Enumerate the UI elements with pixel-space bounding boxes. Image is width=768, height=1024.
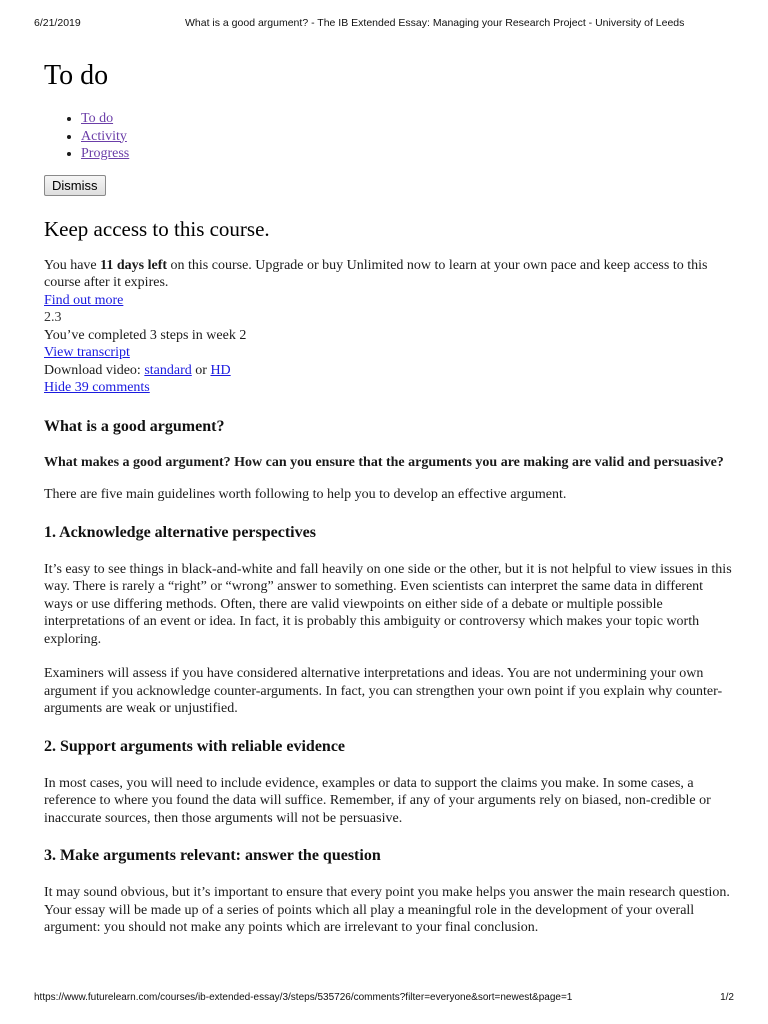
download-video-row bbox=[44, 362, 734, 380]
main-content bbox=[44, 56, 734, 937]
upgrade-notice bbox=[44, 257, 734, 292]
nav-link-progress[interactable]: Progress bbox=[81, 146, 130, 161]
article-title: What is a good argument? bbox=[44, 417, 225, 435]
section-paragraph: It may sound obvious, but it’s important to ensure that every point you make helps you answer the main research question. Your essay will be made up of a series of points which all play a meaningful role in the development of your overall argument: you should not make any points which are irrelevant to your final conclusion. bbox=[44, 885, 730, 935]
print-page-number: 1/2 bbox=[720, 992, 734, 1003]
find-out-more-link[interactable]: Find out more bbox=[44, 292, 124, 308]
nav-link-activity[interactable]: Activity bbox=[81, 128, 127, 144]
print-page-title: What is a good argument? - The IB Extended Essay: Managing your Research Project - University of Leeds bbox=[185, 17, 685, 29]
print-footer bbox=[34, 992, 734, 1006]
nav-item-activity bbox=[81, 128, 734, 146]
nav-link-todo[interactable]: To do bbox=[81, 111, 114, 126]
download-hd-link[interactable]: HD bbox=[210, 362, 231, 378]
upgrade-text-before: You have bbox=[44, 257, 101, 273]
upgrade-text-after: on this course. Upgrade or buy Unlimited now to learn at your own pace and keep access to this course after it expires. bbox=[44, 257, 708, 290]
print-date: 6/21/2019 bbox=[34, 17, 81, 29]
print-url: https://www.futurelearn.com/courses/ib-extended-essay/3/steps/535726/comments?filter=everyone&sort=newest&page=1 bbox=[34, 992, 573, 1003]
download-standard-link[interactable]: standard bbox=[144, 362, 192, 378]
article-lead: What makes a good argument? How can you ensure that the arguments you are making are valid and persuasive? bbox=[44, 454, 724, 470]
course-nav bbox=[44, 110, 734, 163]
section-heading: 2. Support arguments with reliable evidence bbox=[44, 737, 346, 755]
nav-item-todo bbox=[81, 110, 734, 128]
keep-access-heading: Keep access to this course. bbox=[44, 216, 270, 241]
todo-heading: To do bbox=[44, 60, 109, 91]
nav-item-progress bbox=[81, 145, 734, 163]
section-paragraph: Examiners will assess if you have considered alternative interpretations and ideas. You are not undermining your own argument if you acknowledge counter-arguments. In fact, you can strengthen your own point if you explain why counter-arguments are weak or unjustified. bbox=[44, 666, 723, 716]
download-video-label: Download video: bbox=[44, 362, 145, 378]
dismiss-button[interactable]: Dismiss bbox=[44, 175, 106, 196]
print-header bbox=[34, 17, 734, 31]
days-left: 11 days left bbox=[100, 257, 168, 273]
article-intro: There are five main guidelines worth following to help you to develop an effective argument. bbox=[44, 487, 567, 502]
step-number: 2.3 bbox=[44, 310, 62, 325]
download-or-text: or bbox=[191, 362, 211, 378]
section-heading: 1. Acknowledge alternative perspectives bbox=[44, 523, 316, 541]
view-transcript-link[interactable]: View transcript bbox=[44, 345, 130, 360]
section-paragraph: In most cases, you will need to include evidence, examples or data to support the claims you make. In some cases, a reference to where you found the data will suffice. Remember, if any of your arguments rely on biased, non-credible or inaccurate sources, then those arguments will not be persuasive. bbox=[44, 775, 711, 826]
section-heading: 3. Make arguments relevant: answer the question bbox=[44, 847, 381, 864]
step-progress-text: You’ve completed 3 steps in week 2 bbox=[44, 327, 247, 343]
section-paragraph: It’s easy to see things in black-and-white and fall heavily on one side or the other, but it is not helpful to view issues in this way. There is rarely a “right” or “wrong” answer to something. Even scientists can interpret the same data in different ways or use differing methods. Often, there are valid viewpoints on either side of a debate or multiple possible interpretations of an event or idea. In fact, it is probably this ambiguity or controversy which makes your topic worth exploring. bbox=[44, 561, 732, 647]
hide-comments-link[interactable]: Hide 39 comments bbox=[44, 380, 150, 395]
